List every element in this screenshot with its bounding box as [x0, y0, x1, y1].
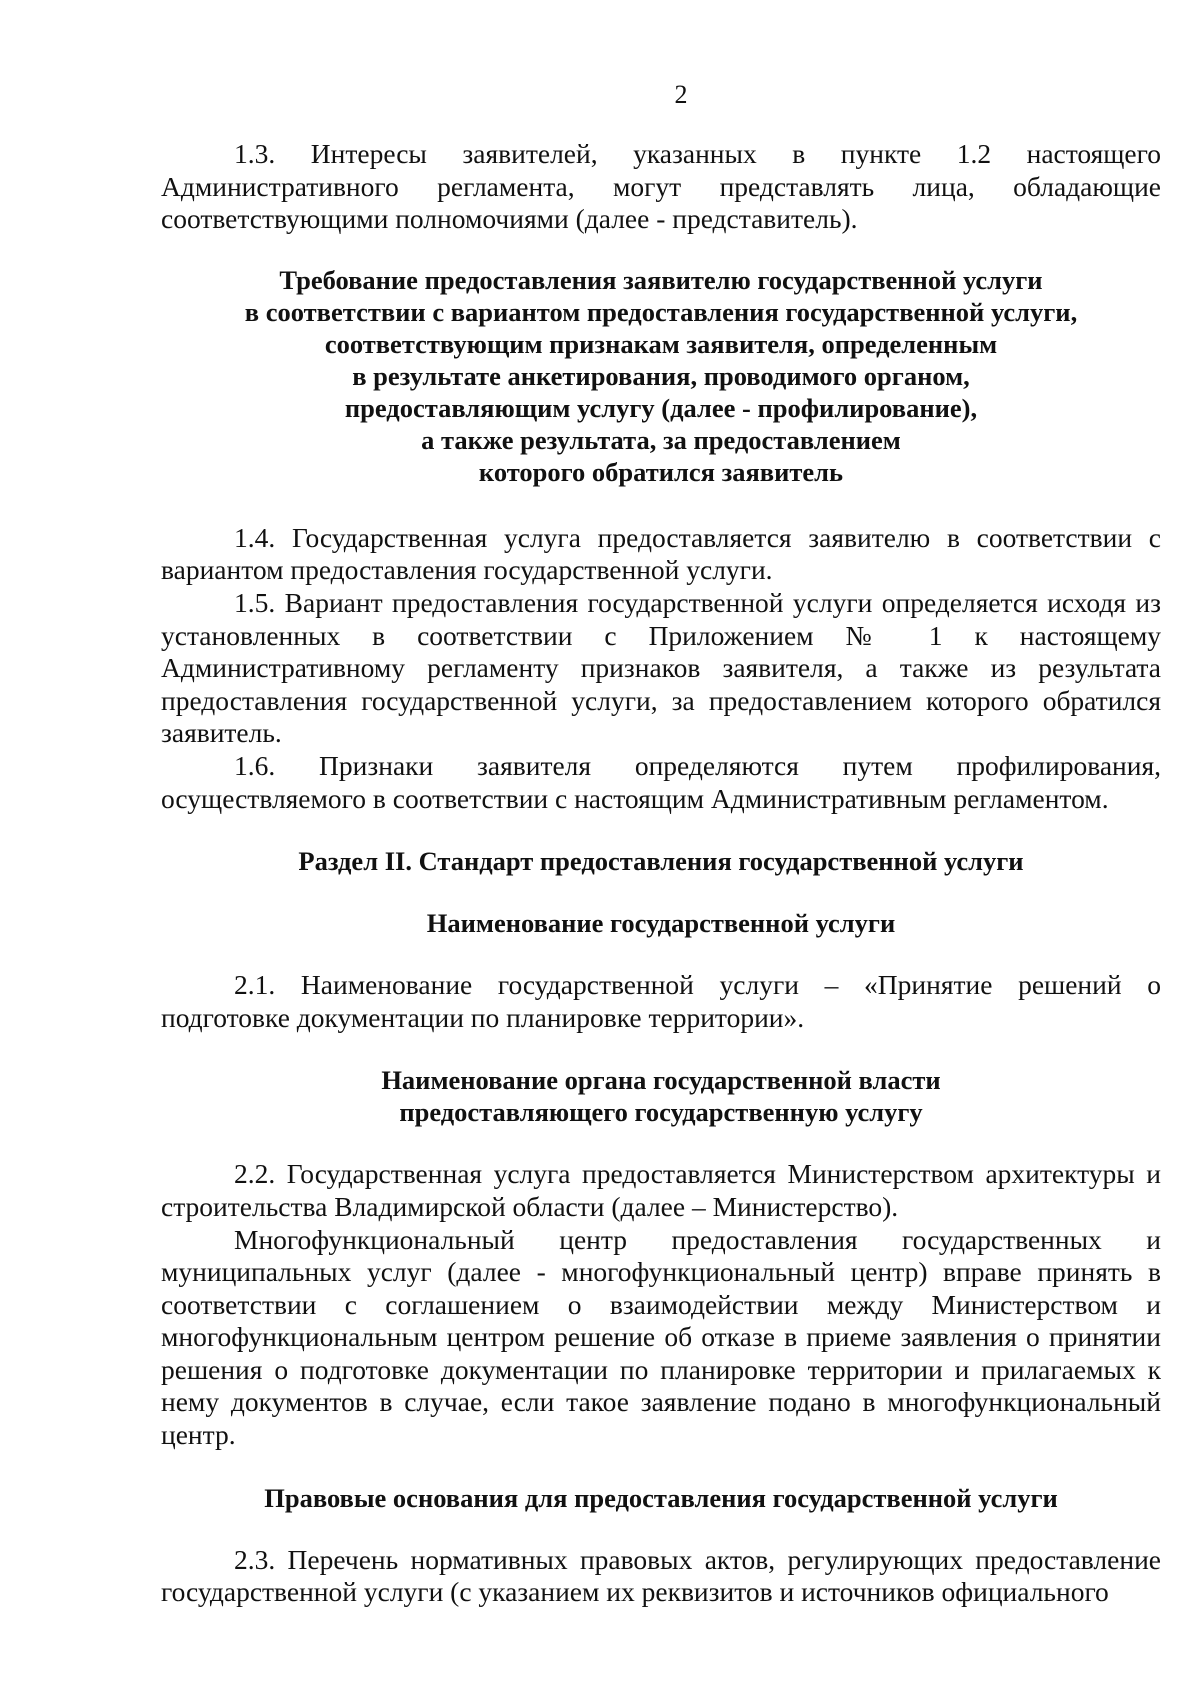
heading-legal-basis: Правовые основания для предоставления государственной услуги — [264, 1482, 1058, 1513]
heading-requirement — [161, 264, 1161, 488]
heading-line: а также результата, за предоставлением — [421, 424, 901, 455]
heading-line: в соответствии с вариантом предоставления государственной услуги, — [244, 296, 1078, 327]
document-page — [161, 80, 1161, 1609]
heading-authority — [161, 1064, 1161, 1128]
heading-section-2: Раздел II. Стандарт предоставления государственной услуги — [298, 846, 1024, 877]
paragraph-2-3: 2.3. Перечень нормативных правовых актов, регулирующих предоставление государственной услуги (с указанием их реквизитов и источников официального — [161, 1543, 1161, 1608]
paragraph-1-4: 1.4. Государственная услуга предоставляется заявителю в соответствии с вариантом предоставления государственной услуги. — [161, 521, 1161, 586]
heading-line: соответствующим признакам заявителя, определенным — [324, 328, 998, 359]
paragraph-2-1: 2.1. Наименование государственной услуги – «Принятие решений о подготовке документации по планировке территории». — [161, 969, 1161, 1033]
paragraph-2-2: 2.2. Государственная услуга предоставляется Министерством архитектуры и строительства Владимирской области (далее – Министерство). — [161, 1158, 1161, 1222]
paragraph-mfc: Многофункциональный центр предоставления государственных и муниципальных услуг (далее - многофункциональный центр) вправе принять в соответствии с соглашением о взаимодействии между Министерством и многофункциональным центром решение об отказе в приеме заявления о принятии решения о подготовке документации по планировке территории и прилагаемых к нему документов в случае, если такое заявление подано в многофункциональный центр. — [161, 1223, 1161, 1451]
page-number: 2 — [674, 80, 688, 109]
heading-line: предоставляющего государственную услугу — [399, 1097, 923, 1128]
heading-line: Требование предоставления заявителю государственной услуги — [279, 264, 1043, 295]
paragraph-1-5: 1.5. Вариант предоставления государственной услуги определяется исходя из установленных в соответствии с Приложением № 1 к настоящему Административному регламенту признаков заявителя, а также из результата предоставления государственной услуги, за предоставлением которого обратился заявитель. — [161, 586, 1161, 749]
heading-line: в результате анкетирования, проводимого органом, — [352, 360, 970, 391]
heading-line: предоставляющим услугу (далее - профилирование), — [344, 392, 978, 423]
paragraph-1-3: 1.3. Интересы заявителей, указанных в пункте 1.2 настоящего Административного регламента, могут представлять лица, обладающие соответствующими полномочиями (далее - представитель). — [161, 138, 1161, 235]
paragraph-1-6: 1.6. Признаки заявителя определяются путем профилирования, осуществляемого в соответствии с настоящим Административным регламентом. — [161, 749, 1161, 814]
heading-service-name: Наименование государственной услуги — [426, 908, 896, 939]
heading-line: которого обратился заявитель — [478, 456, 844, 487]
heading-line: Наименование органа государственной власти — [381, 1065, 941, 1096]
